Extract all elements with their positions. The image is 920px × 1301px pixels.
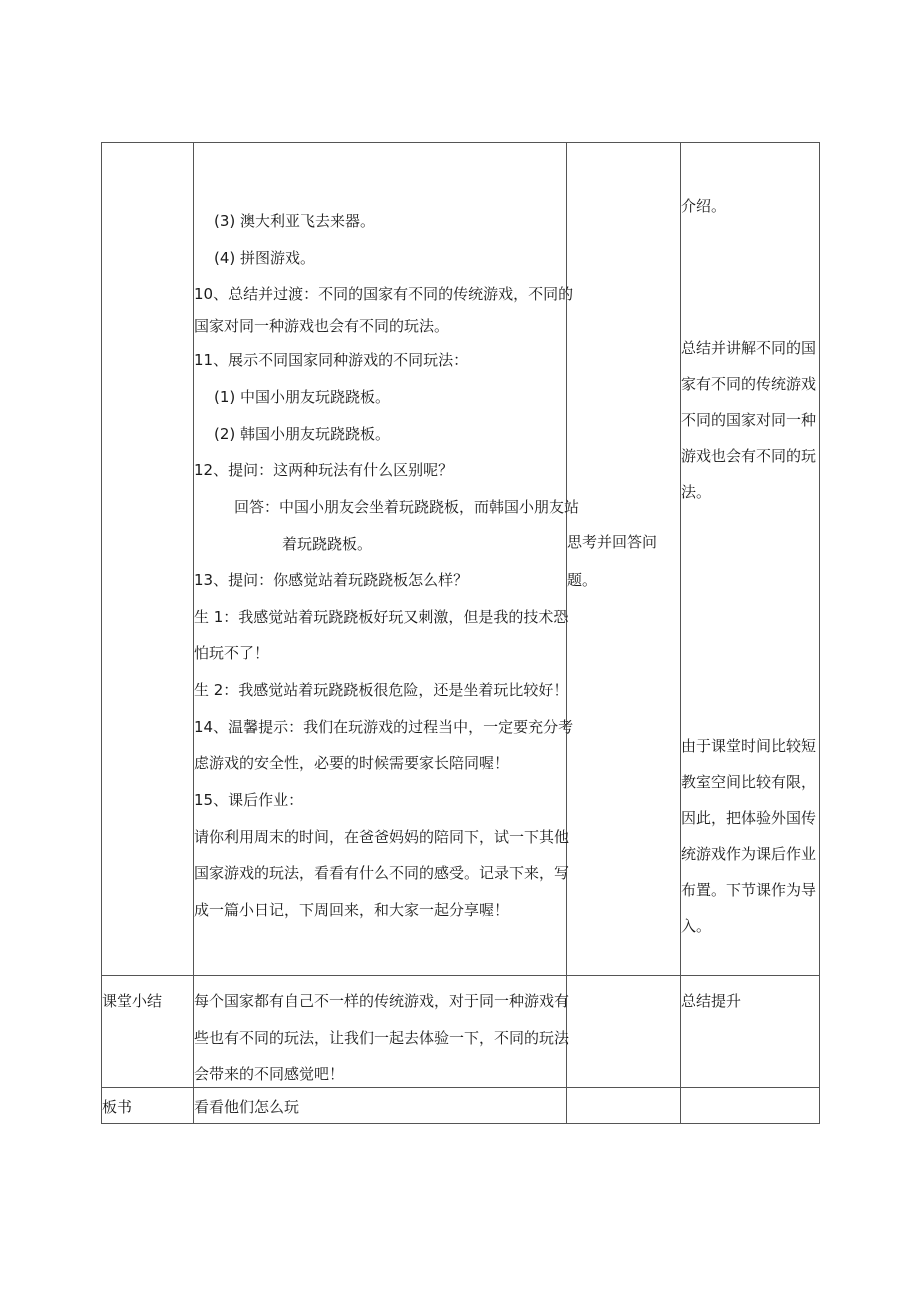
table-row-divider <box>101 975 820 976</box>
design-line: 由于课堂时间比较短 <box>681 737 817 755</box>
activity-line: 10、总结并过渡：不同的国家有不同的传统游戏，不同的 <box>194 285 574 303</box>
table-border-right <box>819 142 820 1124</box>
activity-line: 虑游戏的安全性，必要的时候需要家长陪同喔！ <box>194 754 510 772</box>
activity-line: 生 1：我感觉站着玩跷跷板好玩又刺激，但是我的技术恐 <box>194 608 569 626</box>
summary-design: 总结提升 <box>681 992 742 1010</box>
activity-line: (2) 韩国小朋友玩跷跷板。 <box>214 425 391 443</box>
design-line: 布置。下节课作为导 <box>681 881 817 899</box>
activity-line: 12、提问：这两种玩法有什么区别呢？ <box>194 461 454 479</box>
activity-line: 11、展示不同国家同种游戏的不同玩法： <box>194 351 469 369</box>
design-line: 入。 <box>681 917 712 935</box>
design-line: 统游戏作为课后作业 <box>681 845 817 863</box>
activity-line: 回答：中国小朋友会坐着玩跷跷板，而韩国小朋友站 <box>234 498 580 516</box>
design-line: 不同的国家对同一种 <box>681 411 817 429</box>
activity-line: 生 2：我感觉站着玩跷跷板很危险，还是坐着玩比较好！ <box>194 681 569 699</box>
student-line: 题。 <box>567 571 598 589</box>
activity-line: 怕玩不了！ <box>194 644 270 662</box>
summary-label: 课堂小结 <box>102 992 163 1010</box>
activity-line: 14、温馨提示：我们在玩游戏的过程当中，一定要充分考 <box>194 718 574 736</box>
design-line: 介绍。 <box>681 197 727 215</box>
activity-line: (4) 拼图游戏。 <box>214 249 316 267</box>
activity-line: 国家游戏的玩法，看看有什么不同的感受。记录下来，写 <box>194 864 570 882</box>
board-label: 板书 <box>102 1098 133 1116</box>
table-border-bottom <box>101 1123 820 1124</box>
design-line: 法。 <box>681 483 712 501</box>
activity-line: (1) 中国小朋友玩跷跷板。 <box>214 388 391 406</box>
activity-line: 国家对同一种游戏也会有不同的玩法。 <box>194 317 450 335</box>
student-line: 思考并回答问 <box>567 533 658 551</box>
design-line: 家有不同的传统游戏 <box>681 375 817 393</box>
activity-line: 着玩跷跷板。 <box>282 535 373 553</box>
activity-line: 请你利用周末的时间，在爸爸妈妈的陪同下，试一下其他 <box>194 828 570 846</box>
summary-content-line: 会带来的不同感觉吧！ <box>194 1065 345 1083</box>
activity-line: 成一篇小日记，下周回来，和大家一起分享喔！ <box>194 901 510 919</box>
design-line: 因此，把体验外国传 <box>681 809 817 827</box>
table-border-top <box>101 142 820 143</box>
table-row-divider <box>101 1087 820 1088</box>
summary-content-line: 些也有不同的玩法，让我们一起去体验一下，不同的玩法 <box>194 1029 570 1047</box>
table-border-left <box>101 142 102 1124</box>
design-line: 总结并讲解不同的国 <box>681 339 817 357</box>
board-content: 看看他们怎么玩 <box>194 1098 300 1116</box>
activity-line: 15、课后作业： <box>194 791 304 809</box>
activity-line: 13、提问：你感觉站着玩跷跷板怎么样？ <box>194 571 469 589</box>
design-line: 游戏也会有不同的玩 <box>681 447 817 465</box>
table-column-divider <box>680 142 681 1124</box>
design-line: 教室空间比较有限， <box>681 773 817 791</box>
activity-line: (3) 澳大利亚飞去来器。 <box>214 212 376 230</box>
summary-content-line: 每个国家都有自己不一样的传统游戏，对于同一种游戏有 <box>194 992 570 1010</box>
